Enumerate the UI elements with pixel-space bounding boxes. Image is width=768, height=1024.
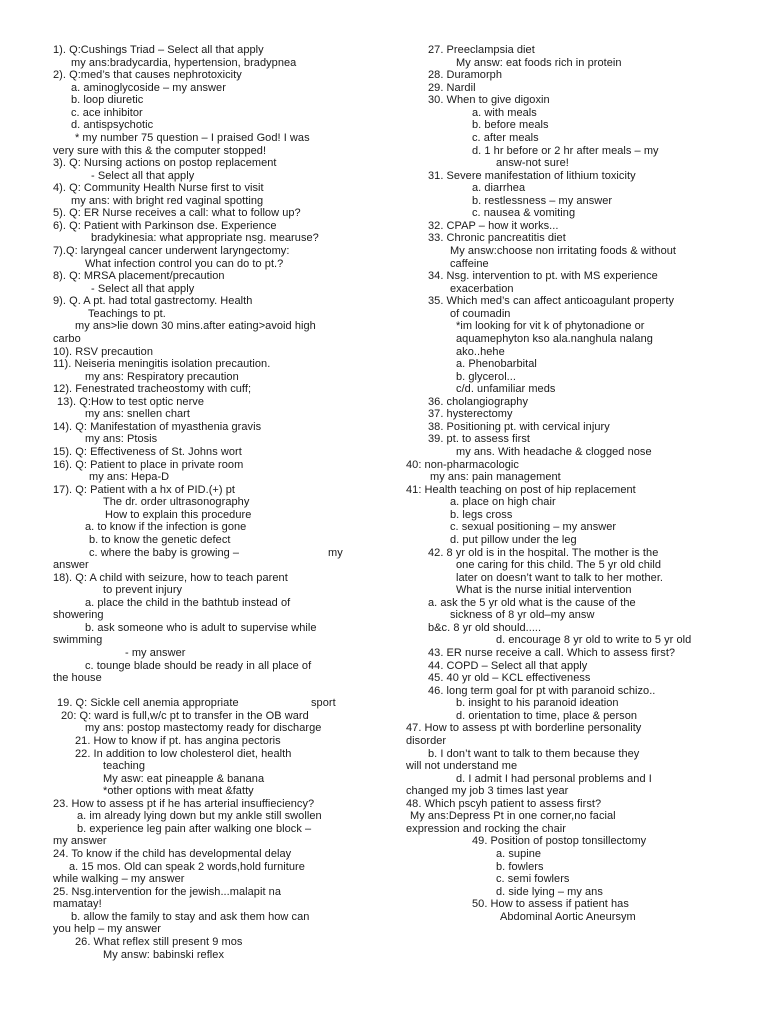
left-line-text: c. tounge blade should be ready in all place of bbox=[85, 659, 312, 672]
right-line bbox=[406, 107, 736, 120]
right-line-text: of coumadin bbox=[450, 307, 511, 320]
left-line bbox=[53, 672, 405, 685]
right-line bbox=[406, 534, 736, 547]
left-line-text: a. aminoglycoside – my answer bbox=[71, 81, 226, 94]
right-line-text: What is the nurse initial intervention bbox=[456, 584, 632, 597]
right-line-text: c. after meals bbox=[472, 131, 539, 144]
left-line bbox=[53, 207, 405, 220]
left-line-text: my answer bbox=[53, 835, 107, 848]
right-line-text: changed my job 3 times last year bbox=[406, 785, 569, 798]
right-line-text: 28. Duramorph bbox=[428, 69, 503, 82]
right-line bbox=[406, 685, 736, 698]
right-line bbox=[406, 459, 736, 472]
right-line-text: 42. 8 yr old is in the hospital. The mother is the bbox=[428, 546, 659, 559]
left-line-text: *other options with meat &fatty bbox=[103, 785, 254, 798]
left-line-text: - Select all that apply bbox=[91, 169, 195, 182]
left-line bbox=[53, 521, 405, 534]
left-line bbox=[53, 308, 405, 321]
right-line bbox=[406, 245, 736, 258]
left-line bbox=[53, 333, 405, 346]
right-line-text: 47. How to assess pt with borderline personality bbox=[406, 722, 642, 735]
left-line-text: 24. To know if the child has developmental delay bbox=[53, 848, 292, 860]
left-line bbox=[53, 195, 405, 208]
left-line bbox=[53, 346, 405, 359]
left-line-text: to prevent injury bbox=[103, 584, 183, 597]
left-line bbox=[53, 421, 405, 434]
left-line bbox=[53, 446, 405, 459]
right-line-text: d. put pillow under the leg bbox=[450, 533, 577, 546]
left-line-text: carbo bbox=[53, 332, 81, 345]
right-line bbox=[406, 509, 736, 522]
right-line bbox=[406, 773, 736, 786]
left-line-text: c. ace inhibitor bbox=[71, 106, 143, 119]
right-line bbox=[406, 810, 736, 823]
right-line-text: sickness of 8 yr old–my answ bbox=[450, 609, 595, 622]
right-line-text: c. nausea & vomiting bbox=[472, 207, 576, 220]
left-line-text: a. im already lying down but my ankle still swollen bbox=[77, 810, 322, 823]
left-line-text: 25. Nsg.intervention for the jewish...malapit na bbox=[53, 885, 282, 898]
left-line-text: 2). Q:med’s that causes nephrotoxicity bbox=[53, 69, 242, 82]
left-line bbox=[53, 371, 405, 384]
right-line bbox=[406, 873, 736, 886]
right-line-text: 46. long term goal for pt with paranoid schizo.. bbox=[428, 684, 656, 697]
left-line-text: very sure with this & the computer stopped! bbox=[53, 144, 267, 157]
left-line bbox=[53, 57, 405, 70]
right-line bbox=[406, 295, 736, 308]
right-line bbox=[406, 722, 736, 735]
left-column bbox=[53, 44, 405, 961]
right-line-text: 49. Position of postop tonsillectomy bbox=[472, 835, 647, 848]
right-line bbox=[406, 748, 736, 761]
left-line bbox=[53, 848, 405, 861]
left-line bbox=[53, 722, 405, 735]
right-line bbox=[406, 584, 736, 597]
right-line-text: 44. COPD – Select all that apply bbox=[428, 659, 588, 672]
right-line bbox=[406, 660, 736, 673]
left-line bbox=[53, 559, 405, 572]
left-line bbox=[53, 496, 405, 509]
right-line-text: b. fowlers bbox=[496, 860, 544, 873]
left-line bbox=[53, 433, 405, 446]
left-line-text: my ans: postop mastectomy ready for discharge bbox=[85, 722, 322, 735]
right-line-text: later on doesn’t want to talk to her mother. bbox=[456, 571, 664, 584]
left-line-text: 1). Q:Cushings Triad – Select all that apply bbox=[53, 44, 264, 56]
left-line bbox=[53, 748, 405, 761]
right-line-text: d. I admit I had personal problems and I bbox=[456, 772, 652, 785]
right-line bbox=[406, 57, 736, 70]
right-line-text: My answ: eat foods rich in protein bbox=[456, 56, 622, 69]
right-line bbox=[406, 697, 736, 710]
right-line-text: a. supine bbox=[496, 848, 542, 860]
right-line-text: 41: Health teaching on post of hip replacement bbox=[406, 483, 636, 496]
right-line-text: c. sexual positioning – my answer bbox=[450, 521, 617, 534]
left-line-text: 20: Q: ward is full,w/c pt to transfer in the OB ward bbox=[61, 709, 309, 722]
left-line-text: 16). Q: Patient to place in private room bbox=[53, 458, 244, 471]
left-line-text: My asw: eat pineapple & banana bbox=[103, 772, 265, 785]
left-line bbox=[53, 283, 405, 296]
right-line bbox=[406, 647, 736, 660]
right-line-text: caffeine bbox=[450, 257, 489, 270]
right-line-text: 50. How to assess if patient has bbox=[472, 898, 629, 911]
right-line bbox=[406, 82, 736, 95]
right-line bbox=[406, 597, 736, 610]
left-line bbox=[53, 459, 405, 472]
left-line-text: b. ask someone who is adult to supervise while bbox=[85, 621, 317, 634]
left-line bbox=[53, 145, 405, 158]
left-line bbox=[53, 245, 405, 258]
right-line bbox=[406, 333, 736, 346]
left-line bbox=[53, 735, 405, 748]
right-line-text: exacerbation bbox=[450, 282, 514, 295]
left-line bbox=[53, 408, 405, 421]
left-line-text: 15). Q: Effectiveness of St. Johns wort bbox=[53, 446, 242, 458]
left-line-text: 8). Q: MRSA placement/precaution bbox=[53, 270, 225, 283]
right-line-text: b. I don’t want to talk to them because they bbox=[428, 747, 640, 760]
left-line bbox=[53, 232, 405, 245]
right-line-text: answ-not sure! bbox=[496, 157, 569, 170]
left-line-text: d. antispsychotic bbox=[71, 119, 154, 132]
left-line bbox=[53, 572, 405, 585]
right-line-text: b&c. 8 yr old should..... bbox=[428, 621, 542, 634]
left-line bbox=[53, 534, 405, 547]
right-line-text: 48. Which pscyh patient to assess first? bbox=[406, 797, 602, 810]
right-line bbox=[406, 258, 736, 271]
left-line-text: 18). Q: A child with seizure, how to teach parent bbox=[53, 571, 288, 584]
left-line bbox=[53, 697, 405, 710]
left-line-text: 9). Q. A pt. had total gastrectomy. Health bbox=[53, 295, 253, 308]
left-line-text: bradykinesia: what appropriate nsg. mearuse? bbox=[91, 232, 319, 245]
right-line bbox=[406, 898, 736, 911]
left-line bbox=[53, 270, 405, 283]
left-line bbox=[53, 383, 405, 396]
right-line bbox=[406, 798, 736, 811]
right-line bbox=[406, 471, 736, 484]
left-line-text: 10). RSV precaution bbox=[53, 345, 154, 358]
left-line-text: c. where the baby is growing – bbox=[89, 546, 240, 559]
left-line-text: my ans: Respiratory precaution bbox=[85, 370, 239, 383]
left-line-text: b. to know the genetic defect bbox=[89, 533, 231, 546]
left-line-text: 12). Fenestrated tracheostomy with cuff; bbox=[53, 383, 252, 396]
left-line bbox=[53, 358, 405, 371]
right-line-text: 32. CPAP – how it works... bbox=[428, 219, 559, 232]
right-line bbox=[406, 383, 736, 396]
left-line bbox=[53, 509, 405, 522]
left-line bbox=[53, 396, 405, 409]
left-line-text: * my number 75 question – I praised God! I was bbox=[75, 131, 310, 144]
right-column bbox=[406, 44, 736, 923]
right-line bbox=[406, 835, 736, 848]
left-line-text: 7).Q: laryngeal cancer underwent laryngectomy: bbox=[53, 245, 290, 257]
left-line-text: answer bbox=[53, 559, 89, 572]
right-line-text: 39. pt. to assess first bbox=[428, 433, 531, 446]
right-line bbox=[406, 785, 736, 798]
right-line bbox=[406, 634, 736, 647]
right-line-text: Abdominal Aortic Aneursym bbox=[500, 910, 636, 923]
left-line bbox=[53, 157, 405, 170]
right-line bbox=[406, 396, 736, 409]
right-line bbox=[406, 182, 736, 195]
right-line bbox=[406, 145, 736, 158]
left-line-text: 3). Q: Nursing actions on postop replacement bbox=[53, 157, 277, 170]
left-line-text: the house bbox=[53, 672, 102, 685]
right-line-text: 30. When to give digoxin bbox=[428, 94, 550, 107]
right-line-text: c. semi fowlers bbox=[496, 873, 570, 886]
left-line bbox=[53, 936, 405, 949]
right-line bbox=[406, 735, 736, 748]
right-line bbox=[406, 94, 736, 107]
left-line-text: 5). Q: ER Nurse receives a call: what to follow up? bbox=[53, 207, 301, 220]
right-line-text: 31. Severe manifestation of lithium toxicity bbox=[428, 169, 636, 182]
left-line bbox=[53, 220, 405, 233]
right-line bbox=[406, 861, 736, 874]
right-line-text: a. diarrhea bbox=[472, 182, 526, 195]
left-line bbox=[53, 634, 405, 647]
right-line bbox=[406, 848, 736, 861]
right-line-text: b. before meals bbox=[472, 119, 549, 132]
right-line-text: 34. Nsg. intervention to pt. with MS experience bbox=[428, 270, 658, 283]
left-line-text: Teachings to pt. bbox=[88, 307, 166, 320]
right-line bbox=[406, 358, 736, 371]
right-line bbox=[406, 283, 736, 296]
right-line bbox=[406, 433, 736, 446]
right-line-text: a. ask the 5 yr old what is the cause of the bbox=[428, 596, 636, 609]
right-line-text: a. Phenobarbital bbox=[456, 358, 537, 371]
left-line bbox=[53, 835, 405, 848]
right-line-text: *im looking for vit k of phytonadione or bbox=[456, 320, 645, 333]
left-line-text: while walking – my answer bbox=[53, 873, 185, 886]
right-line bbox=[406, 572, 736, 585]
left-line bbox=[53, 785, 405, 798]
left-line bbox=[53, 94, 405, 107]
right-line-text: a. with meals bbox=[472, 106, 537, 119]
right-line-text: d. 1 hr before or 2 hr after meals – my bbox=[472, 144, 659, 157]
right-line bbox=[406, 710, 736, 723]
left-line-text: a. place the child in the bathtub instead of bbox=[85, 596, 291, 609]
right-line-text: expression and rocking the chair bbox=[406, 822, 566, 835]
left-line-text: The dr. order ultrasonography bbox=[103, 496, 250, 509]
right-line-text: b. legs cross bbox=[450, 508, 513, 521]
left-line-text: showering bbox=[53, 609, 104, 622]
right-line bbox=[406, 371, 736, 384]
left-line-text: 11). Neiseria meningitis isolation precaution. bbox=[53, 358, 271, 371]
left-line-text: my ans>lie down 30 mins.after eating>avoid high bbox=[75, 320, 316, 333]
left-line-text: 17). Q: Patient with a hx of PID.(+) pt bbox=[53, 483, 235, 496]
right-line-text: 33. Chronic pancreatitis diet bbox=[428, 232, 566, 245]
left-line bbox=[53, 547, 405, 560]
right-line-text: b. restlessness – my answer bbox=[472, 194, 613, 207]
right-line bbox=[406, 220, 736, 233]
left-line-text: b. experience leg pain after walking one block – bbox=[77, 822, 312, 835]
left-line bbox=[53, 597, 405, 610]
left-line-text: my ans:bradycardia, hypertension, bradypnea bbox=[71, 56, 297, 69]
left-line-text: mamatay! bbox=[53, 898, 102, 911]
right-line-text: will not understand me bbox=[406, 760, 518, 773]
left-line-text: my ans: Hepa-D bbox=[89, 471, 170, 484]
right-line bbox=[406, 886, 736, 899]
right-line bbox=[406, 195, 736, 208]
left-line-text: you help – my answer bbox=[53, 923, 161, 936]
left-line-text: swimming bbox=[53, 634, 103, 647]
left-line-text: b. allow the family to stay and ask them how can bbox=[71, 910, 310, 923]
left-line bbox=[53, 886, 405, 899]
right-line-text: 36. cholangiography bbox=[428, 395, 529, 408]
left-line-text: a. 15 mos. Old can speak 2 words,hold furniture bbox=[69, 860, 305, 873]
left-line bbox=[53, 873, 405, 886]
right-line bbox=[406, 408, 736, 421]
left-line bbox=[53, 471, 405, 484]
right-line bbox=[406, 308, 736, 321]
right-line bbox=[406, 232, 736, 245]
left-line-text: - my answer bbox=[125, 647, 186, 659]
left-line bbox=[53, 295, 405, 308]
left-line bbox=[53, 810, 405, 823]
left-line-text: - Select all that apply bbox=[91, 282, 195, 295]
right-line bbox=[406, 559, 736, 572]
left-line bbox=[53, 949, 405, 962]
right-line-text: 45. 40 yr old – KCL effectiveness bbox=[428, 672, 591, 685]
right-line bbox=[406, 911, 736, 924]
left-line bbox=[53, 82, 405, 95]
right-line-text: 35. Which med’s can affect anticoagulant property bbox=[428, 295, 675, 308]
left-line-text: 6). Q: Patient with Parkinson dse. Experience bbox=[53, 219, 277, 232]
right-line bbox=[406, 320, 736, 333]
left-line bbox=[53, 798, 405, 811]
left-line-text: 14). Q: Manifestation of myasthenia gravis bbox=[53, 420, 262, 433]
left-line-text: 4). Q: Community Health Nurse first to visit bbox=[53, 182, 264, 195]
right-line-text: My ans:Depress Pt in one corner,no facial bbox=[410, 810, 616, 823]
right-line-text: d. side lying – my ans bbox=[496, 885, 603, 898]
left-line bbox=[53, 44, 405, 57]
right-line-text: ako..hehe bbox=[456, 345, 505, 358]
left-line bbox=[53, 320, 405, 333]
right-line-text: 38. Positioning pt. with cervical injury bbox=[428, 420, 610, 433]
left-line bbox=[53, 119, 405, 132]
left-line bbox=[53, 69, 405, 82]
right-line-text: b. insight to his paranoid ideation bbox=[456, 697, 619, 710]
right-line bbox=[406, 170, 736, 183]
left-line bbox=[53, 170, 405, 183]
left-line-tab-text: my bbox=[328, 546, 343, 559]
right-line bbox=[406, 270, 736, 283]
left-line bbox=[53, 584, 405, 597]
left-line-text: b. loop diuretic bbox=[71, 94, 144, 107]
right-line-text: aquamephyton kso ala.nanghula nalang bbox=[456, 332, 653, 345]
right-line bbox=[406, 672, 736, 685]
right-line bbox=[406, 207, 736, 220]
left-line-text: my ans: snellen chart bbox=[85, 408, 190, 421]
right-line-text: 37. hysterectomy bbox=[428, 408, 513, 421]
right-line bbox=[406, 609, 736, 622]
right-line-text: 27. Preeclampsia diet bbox=[428, 44, 535, 56]
right-line-text: my ans: pain management bbox=[430, 471, 561, 484]
left-line-tab-text: sport bbox=[311, 697, 336, 710]
right-line bbox=[406, 132, 736, 145]
right-line bbox=[406, 69, 736, 82]
right-line-text: a. place on high chair bbox=[450, 496, 556, 509]
right-line-text: d. orientation to time, place & person bbox=[456, 709, 638, 722]
left-line bbox=[53, 132, 405, 145]
left-line bbox=[53, 923, 405, 936]
right-line-text: 43. ER nurse receive a call. Which to assess first? bbox=[428, 647, 676, 659]
right-line-text: d. encourage 8 yr old to write to 5 yr old bbox=[496, 634, 692, 647]
left-line-text: 19. Q: Sickle cell anemia appropriate bbox=[57, 697, 239, 710]
right-line bbox=[406, 547, 736, 560]
right-line-text: 29. Nardil bbox=[428, 81, 476, 94]
right-line-text: disorder bbox=[406, 734, 447, 747]
left-line bbox=[53, 710, 405, 723]
left-line bbox=[53, 258, 405, 271]
left-line-text: 26. What reflex still present 9 mos bbox=[75, 935, 243, 948]
left-line-text: What infection control you can do to pt.? bbox=[85, 257, 284, 270]
left-line bbox=[53, 622, 405, 635]
left-line bbox=[53, 107, 405, 120]
right-line bbox=[406, 484, 736, 497]
right-line-text: 40: non-pharmacologic bbox=[406, 458, 519, 471]
left-line bbox=[53, 647, 405, 660]
left-line bbox=[53, 898, 405, 911]
left-line-text: How to explain this procedure bbox=[105, 508, 252, 521]
left-line-text: 13). Q:How to test optic nerve bbox=[57, 395, 205, 408]
right-line bbox=[406, 119, 736, 132]
left-line bbox=[53, 609, 405, 622]
left-line bbox=[53, 760, 405, 773]
left-line bbox=[53, 660, 405, 673]
right-line bbox=[406, 44, 736, 57]
left-line bbox=[53, 861, 405, 874]
right-line-text: my ans. With headache & clogged nose bbox=[456, 446, 652, 458]
left-line-text: teaching bbox=[103, 760, 145, 773]
left-line-text: 21. How to know if pt. has angina pectoris bbox=[75, 734, 281, 747]
right-line bbox=[406, 346, 736, 359]
left-line bbox=[53, 773, 405, 786]
right-line-text: c/d. unfamiliar meds bbox=[456, 383, 556, 396]
left-line-text: 23. How to assess pt if he has arterial insuffieciency? bbox=[53, 797, 315, 810]
left-line bbox=[53, 182, 405, 195]
right-line bbox=[406, 521, 736, 534]
left-line-text: 22. In addition to low cholesterol diet, health bbox=[75, 747, 292, 760]
left-line bbox=[53, 484, 405, 497]
left-line-text: My answ: babinski reflex bbox=[103, 948, 225, 961]
left-line bbox=[53, 911, 405, 924]
left-line-text: my ans: Ptosis bbox=[85, 433, 158, 446]
right-line bbox=[406, 760, 736, 773]
left-line-text: my ans: with bright red vaginal spotting bbox=[71, 194, 264, 207]
right-line bbox=[406, 157, 736, 170]
right-line bbox=[406, 622, 736, 635]
right-line-text: My answ:choose non irritating foods & without bbox=[450, 245, 677, 257]
right-line bbox=[406, 496, 736, 509]
right-line bbox=[406, 823, 736, 836]
right-line-text: one caring for this child. The 5 yr old child bbox=[456, 559, 662, 572]
right-line bbox=[406, 421, 736, 434]
left-line-text: a. to know if the infection is gone bbox=[85, 521, 247, 534]
left-line bbox=[53, 823, 405, 836]
left-line bbox=[53, 685, 405, 698]
right-line bbox=[406, 446, 736, 459]
right-line-text: b. glycerol... bbox=[456, 370, 517, 383]
